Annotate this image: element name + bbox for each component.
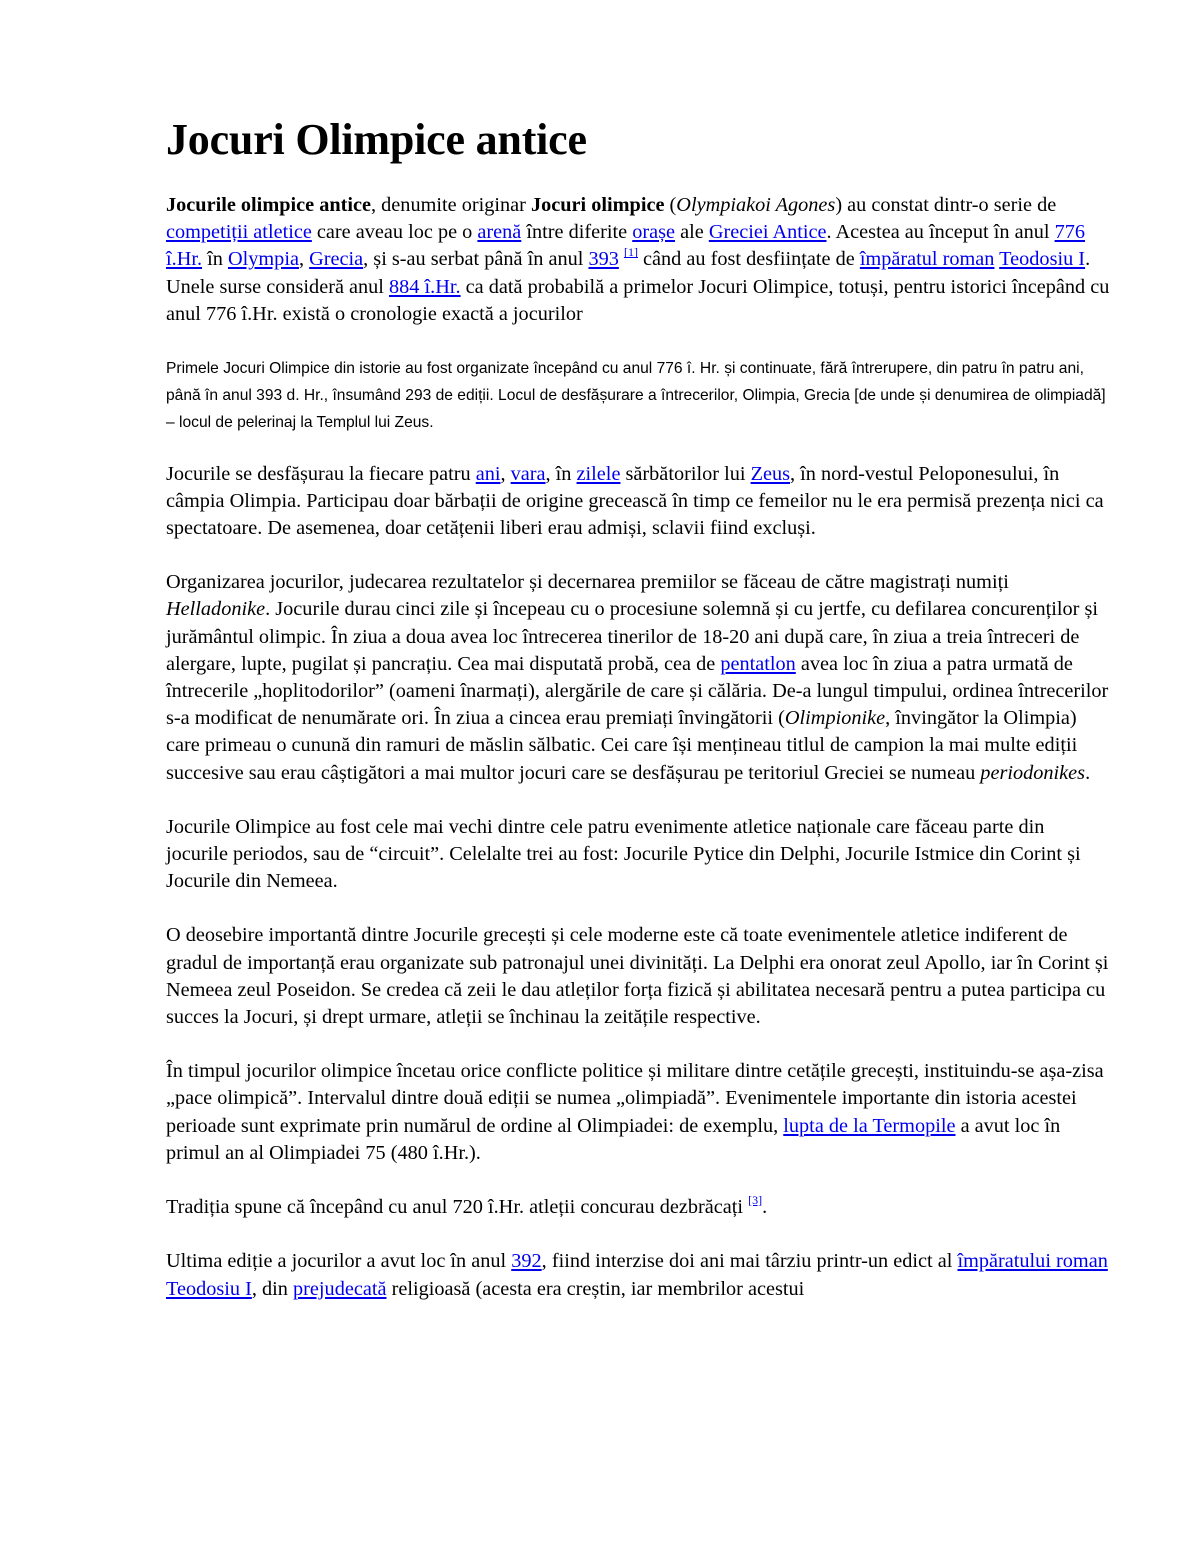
paragraph-differences: O deosebire importantă dintre Jocurile grecești și cele moderne este că toate evenimentele atletice indiferent de gradul de importanță erau organizate sub patronajul unei divinități. La Delphi era onorat zeul Apollo, iar în Corint și Nemeea zeul Poseidon. Se credea că zeii le dau atleților forța fizică și abilitatea necesară pentru a putea participa cu succes la Jocuri, și drept urmare, atleții se închinau la zeitățile respective. [166,924,1109,1029]
paragraph-circuit: Jocurile Olimpice au fost cele mai vechi dintre cele patru evenimente atletice naționale care făceau parte din jocurile periodos, sau de “circuit”. Celelalte trei au fost: Jocurile Pytice din Delphi, Jocurile Istmice din Corint și Jocurile din Nemeea. [166,815,1081,893]
link-393[interactable]: 393 [588,248,619,271]
link-776-ihr[interactable]: 776 î.Hr. [166,221,1086,271]
paragraph-last-edition: Ultima ediție a jocurilor a avut loc în anul 392, fiind interzise doi ani mai târziu printr-un edict al împăratului roman Teodosiu I, din prejudecată religioasă (acesta era creștin, iar membrilor acestui [166,1250,1108,1300]
link-zeus[interactable]: Zeus [750,462,790,485]
page-title: Jocuri Olimpice antice [166,115,587,164]
link-teodosiu-i[interactable]: Teodosiu I [999,248,1086,271]
link-imparatul-roman[interactable]: împăratul roman [859,248,995,271]
link-grecia[interactable]: Grecia [309,248,364,271]
link-lupta-de-la-termopile[interactable]: lupta de la Termopile [783,1114,956,1137]
link-vara[interactable]: vara [510,462,546,485]
reference-link-3[interactable]: [3] [748,1193,763,1208]
italic-text: periodonikes [980,761,1086,784]
link-ani[interactable]: ani [475,462,501,485]
link-teodosiu-i-2[interactable]: Teodosiu I [166,1277,252,1300]
document-page [166,110,1110,1330]
link-392[interactable]: 392 [511,1250,542,1273]
paragraph-olympic-peace: În timpul jocurilor olimpice încetau orice conflicte politice și militare dintre cetățile grecești, instituindu-se așa-zisa „pace olimpică”. Intervalul dintre două ediții se numea „olimpiadă”. Evenimentele importante din istoria acestei perioade sunt exprimate prin numărul de ordine al Olimpiadei: de exemplu, lupta de la Termopile a avut loc în primul an al Olimpiadei 75 (480 î.Hr.). [166,1060,1104,1164]
reference-link-1[interactable]: [1] [623,245,638,260]
link-orase[interactable]: orașe [632,221,676,244]
bold-text: Jocurile olimpice antice [166,194,372,216]
paragraph-intro: Jocurile olimpice antice, denumite originar Jocuri olimpice (Olympiakoi Agones) au constat dintr-o serie de competiții atletice care aveau loc pe o arenă între diferite orașe ale Greciei Antice. Acestea au început în anul 776 î.Hr. în Olympia, Grecia, și s-au serbat până în anul 393 [1] când au fost desființate de împăratul roman Teodosiu I. Unele surse consideră anul 884 î.Hr. ca dată probabilă a primelor Jocuri Olimpice, totuși, pentru istorici începând cu anul 776 î.Hr. există o cronologie exactă a jocurilor [166,194,1110,325]
paragraph-tradition: Tradiția spune că începând cu anul 720 î.Hr. atleții concurau dezbrăcați [3]. [166,1193,768,1219]
link-pentatlon[interactable]: pentatlon [720,652,796,675]
link-884-ihr[interactable]: 884 î.Hr. [389,275,461,298]
paragraph-organization: Organizarea jocurilor, judecarea rezultatelor și decernarea premiilor se făceau de către magistrați numiți Helladonike. Jocurile durau cinci zile și începeau cu o procesiune solemnă și cu jertfe, cu defilarea concurenților și jurământul olimpic. În ziua a doua avea loc întrecerea tinerilor de 18-20 ani după care, în ziua a treia întreceri de alergare, lupte, pugilat și pancrațiu. Cea mai disputată probă, cea de pentatlon avea loc în ziua a patra urmată de întrecerile „hoplitodorilor” (oameni înarmați), alergările de care și călăria. De-a lungul timpului, ordinea întrecerilor s-a modificat de nenumărate ori. În ziua a cincea erau premiați învingătorii (Olimpionike, învingător la Olimpia) care primeau o cunună din ramuri de măslin sălbatic. Cei care își mențineau titlul de campion la mai multe ediții succesive sau erau câștigători a mai multor jocuri care se desfășurau pe teritoriul Greciei se numeau periodonikes. [166,571,1109,784]
link-arena[interactable]: arenă [477,221,522,244]
italic-text: Olimpionike [784,707,886,730]
link-greciei-antice[interactable]: Greciei Antice [708,221,827,244]
italic-text: Olympiakoi Agones [676,194,836,216]
link-imparatului-roman[interactable]: împăratului roman [957,1250,1108,1273]
link-prejudecata[interactable]: prejudecată [293,1277,387,1300]
italic-text: Helladonike [166,598,266,621]
link-zilele[interactable]: zilele [576,462,621,485]
paragraph-history: Primele Jocuri Olimpice din istorie au fost organizate începând cu anul 776 î. Hr. și continuate, fără întrerupere, din patru în patru ani, până în anul 393 d. Hr., însumând 293 de ediții. Locul de desfășurare a întrecerilor, Olimpia, Grecia [de unde și denumirea de olimpiadă] – locul de pelerinaj la Templul lui Zeus. [166,360,1106,432]
bold-text: Jocuri olimpice [530,194,665,216]
link-competitii-atletice[interactable]: competiții atletice [166,221,312,244]
paragraph-schedule: Jocurile se desfășurau la fiecare patru ani, vara, în zilele sărbătorilor lui Zeus, în nord-vestul Peloponesului, în câmpia Olimpia. Participau doar bărbații de origine grecească în timp ce femeilor nu le era permisă prezența nici ca spectatoare. De asemenea, doar cetățenii liberi erau admiși, sclavii fiind excluși. [166,462,1104,540]
link-olympia[interactable]: Olympia [227,248,299,271]
